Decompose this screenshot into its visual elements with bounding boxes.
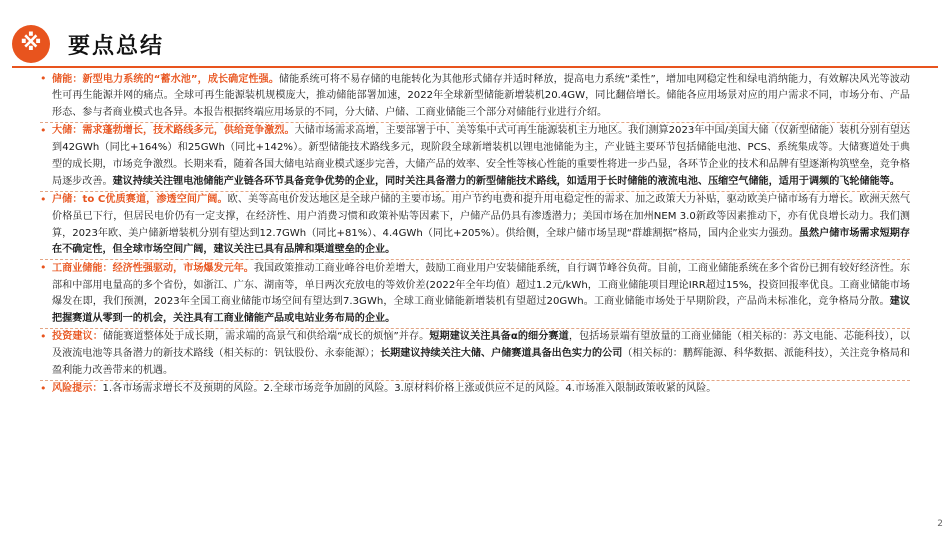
section-body: （相关标的：鹏辉能源、科华数据、派能科技），关注竞争格局和盈利能力改善带来的机遇。 [52,348,911,377]
section-storage [40,71,910,122]
section-emphasis: 虽然户储市场需求短期存在不确定性，但全球市场空间广阔，建议关注已具有品牌和渠道壁垒的企业。 [52,227,910,256]
section-body: 1.各市场需求增长不及预期的风险。2.全球市场竞争加剧的风险。3.原材料价格上涨或供应不足的风险。4.市场准入限制政策收紧的风险。 [102,383,717,395]
section-body: 储能赛道整体处于成长期，需求端的高景气和供给端“成长的烦恼”并存。 [102,331,430,343]
section-emphasis: 短期建议关注具备α的细分赛道 [429,331,569,343]
header-divider [12,66,938,68]
page-title: 要点总结 [68,33,165,59]
page-number: 2 [937,519,943,529]
section-heading: 投资建议： [52,331,103,343]
section-body: 储能系统可将不易存储的电能转化为其他形式储存并适时释放，提高电力系统“柔性”，增加电网稳定性和绿电消纳能力，有效解决风光等波动性可再生能源并网的痛点。全球可再生能源装机规模庞大，推动储能部署加速，2022年全球新型储能新增装机20.4GW，同比翻倍增长。储能各应用场景对应的用户需求不同，市场分布、产品形态、参与者商业模式也各异。本报告根据终端应用场景的不同，分大储、户储、工商业储能三个部分对储能行业进行介绍。 [52,73,910,119]
section-heading: 储能：新型电力系统的“蓄水池”，成长确定性强。 [52,73,280,85]
section-commercial-storage [40,260,910,328]
reference-mark-icon: ※ [12,25,50,63]
section-risk-warning [40,381,910,398]
section-investment-advice [40,329,910,380]
section-body: 大储市场需求高增，主要部署于中、美等集中式可再生能源装机主力地区。我们测算2023年中国/美国大储（仅新型储能）装机分别有望达到42GWh（同比+164%）和25GWh（同比+142%）。新型储能技术路线多元，现阶段全球新增装机以锂电池储能为主，产业链主要环节包括储能电池、PCS、系统集成等。大储赛道处于典型的成长期，市场竞争激烈。长期来看，随着各国大储电站商业模式逐步完善，大储产品的效率、安全性等核心性能的重要性将进一步凸显，各环节企业的技术和品牌有望逐渐构筑壁垒，竞争格局逐步改善。 [52,125,910,187]
page-header [12,22,164,66]
section-emphasis: 建议持续关注锂电池储能产业链各环节具备竞争优势的企业，同时关注具备潜力的新型储能技术路线，如适用于长时储能的液流电池、压缩空气储能，适用于调频的飞轮储能等。 [112,175,900,187]
section-heading: 风险提示： [52,383,103,395]
section-emphasis: 建议把握赛道从零到一的机会，关注具有工商业储能产品或电站业务布局的企业。 [52,296,910,325]
section-body: ，包括场景端有望放量的工商业储能（相关标的：苏文电能、芯能科技），以及液流电池等具备潜力的新技术路线（相关标的：钒钛股份、永泰能源）； [52,331,910,360]
section-heading: 户储：to C优质赛道，渗透空间广阔。 [52,194,228,206]
section-utility-storage [40,123,910,191]
section-household-storage [40,192,910,260]
section-heading: 大储：需求蓬勃增长，技术路线多元，供给竞争激烈。 [52,125,295,137]
section-emphasis: 长期建议持续关注大储、户储赛道具备出色实力的公司 [380,348,623,360]
summary-content [40,71,910,398]
section-body: 欧、美等高电价发达地区是全球户储的主要市场。用户节约电费和提升用电稳定性的需求、加之政策大力补贴，驱动欧美户储市场有力增长。欧洲天然气价格虽已下行，但居民电价仍有一定支撑，在经济性、用户消费习惯和政策补贴等因素下，户储产品仍具有渗透潜力；美国市场在加州NEM 3.0新政等因素推动下，亦有优良增长动力。我们测算，2023年欧、美户储新增装机分别有望达到12.7GWh（同比+81%）、4.4GWh（同比+205%）。供给侧，全球户储市场呈现“群雄割据”格局，国内企业实力强劲。 [52,194,910,239]
section-body: 我国政策推动工商业峰谷电价差增大，鼓励工商业用户安装储能系统，自行调节峰谷负荷。目前，工商业储能系统在多个省份已拥有较好经济性。东部和中部用电量高的多个省份，如浙江、广东、湖南等，单日两次充放电的等效价差(2022年全年均值）超过1.2元/kWh，工商业储能项目理论IRR超过15%，投资回报率优良。工商业储能市场爆发在即，我们预测，2023年全国工商业储能市场空间有望达到7.3GWh，全球工商业储能新增装机有望超过20GWh。工商业储能市场处于早期阶段，产品尚未标准化，竞争格局分散。 [52,262,911,308]
section-heading: 工商业储能：经济性强驱动，市场爆发元年。 [52,262,254,274]
